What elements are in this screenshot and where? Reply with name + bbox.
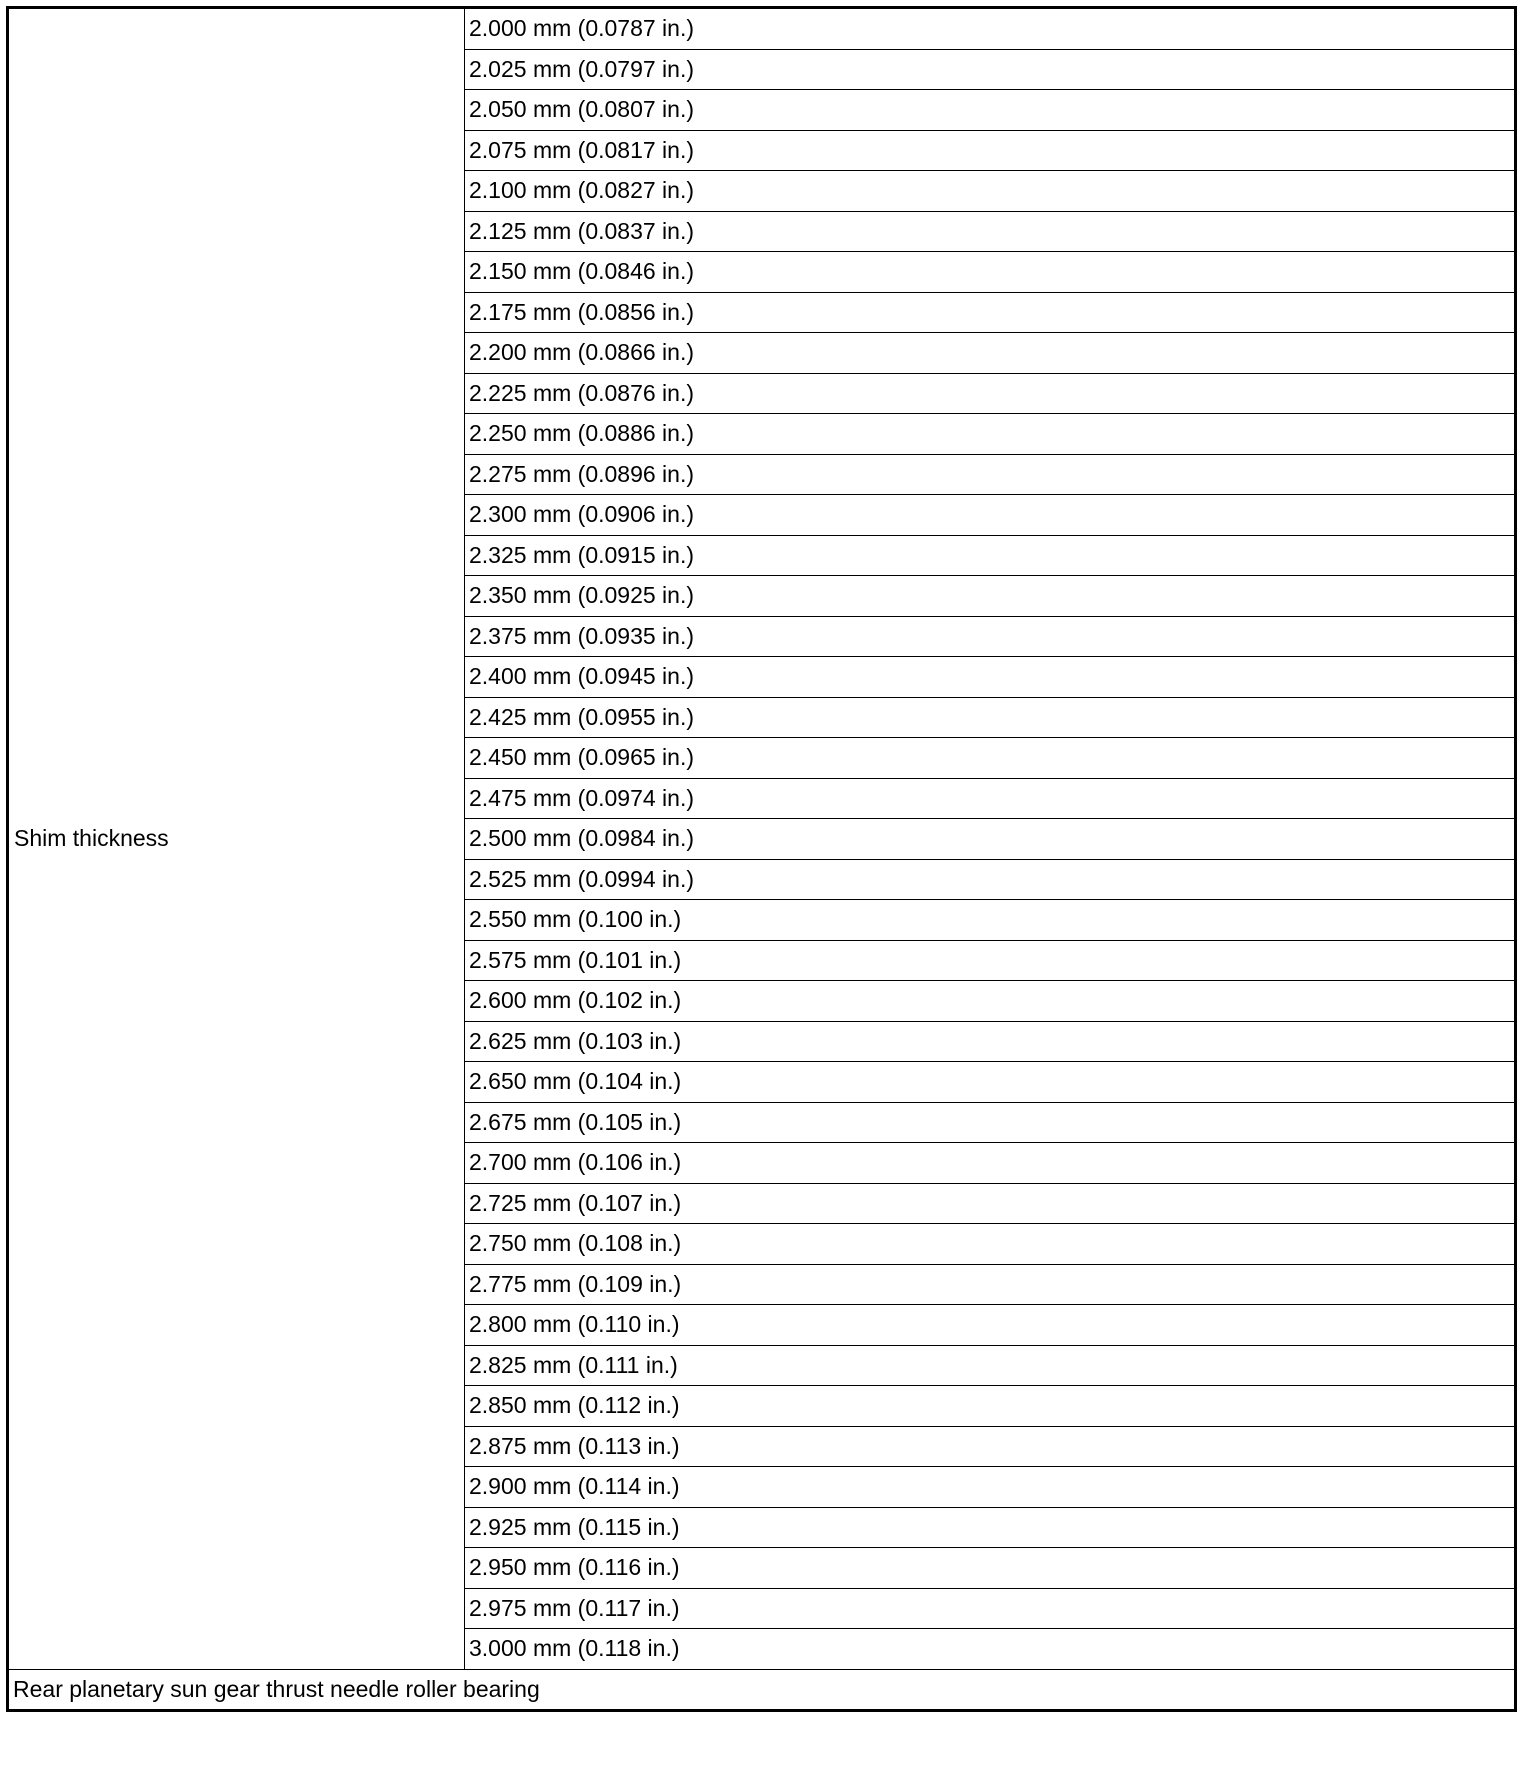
value-cell: 2.175 mm (0.0856 in.) xyxy=(465,292,1516,333)
value-cell: 2.925 mm (0.115 in.) xyxy=(465,1507,1516,1548)
shim-thickness-table xyxy=(6,6,1517,1712)
value-cell: 2.550 mm (0.100 in.) xyxy=(465,900,1516,941)
value-cell: 2.700 mm (0.106 in.) xyxy=(465,1143,1516,1184)
shim-thickness-label: Shim thickness xyxy=(8,8,465,1670)
value-cell: 2.075 mm (0.0817 in.) xyxy=(465,130,1516,171)
value-cell: 2.850 mm (0.112 in.) xyxy=(465,1386,1516,1427)
value-cell: 2.425 mm (0.0955 in.) xyxy=(465,697,1516,738)
table-row xyxy=(8,8,1516,50)
value-cell: 2.325 mm (0.0915 in.) xyxy=(465,535,1516,576)
value-cell: 2.400 mm (0.0945 in.) xyxy=(465,657,1516,698)
value-cell: 2.650 mm (0.104 in.) xyxy=(465,1062,1516,1103)
value-cell: 2.750 mm (0.108 in.) xyxy=(465,1224,1516,1265)
value-cell: 2.900 mm (0.114 in.) xyxy=(465,1467,1516,1508)
value-cell: 2.875 mm (0.113 in.) xyxy=(465,1426,1516,1467)
value-cell: 2.825 mm (0.111 in.) xyxy=(465,1345,1516,1386)
table-body xyxy=(8,8,1516,1711)
value-cell: 2.975 mm (0.117 in.) xyxy=(465,1588,1516,1629)
value-cell: 2.050 mm (0.0807 in.) xyxy=(465,90,1516,131)
value-cell: 2.625 mm (0.103 in.) xyxy=(465,1021,1516,1062)
value-cell: 2.950 mm (0.116 in.) xyxy=(465,1548,1516,1589)
value-cell: 2.300 mm (0.0906 in.) xyxy=(465,495,1516,536)
value-cell: 2.275 mm (0.0896 in.) xyxy=(465,454,1516,495)
value-cell: 2.100 mm (0.0827 in.) xyxy=(465,171,1516,212)
value-cell: 2.600 mm (0.102 in.) xyxy=(465,981,1516,1022)
value-cell: 2.475 mm (0.0974 in.) xyxy=(465,778,1516,819)
value-cell: 2.000 mm (0.0787 in.) xyxy=(465,8,1516,50)
value-cell: 2.375 mm (0.0935 in.) xyxy=(465,616,1516,657)
value-cell: 2.225 mm (0.0876 in.) xyxy=(465,373,1516,414)
bearing-footer-label: Rear planetary sun gear thrust needle roller bearing xyxy=(8,1669,1516,1710)
table-row xyxy=(8,1669,1516,1710)
value-cell: 2.125 mm (0.0837 in.) xyxy=(465,211,1516,252)
value-cell: 2.675 mm (0.105 in.) xyxy=(465,1102,1516,1143)
value-cell: 2.725 mm (0.107 in.) xyxy=(465,1183,1516,1224)
value-cell: 3.000 mm (0.118 in.) xyxy=(465,1629,1516,1670)
value-cell: 2.350 mm (0.0925 in.) xyxy=(465,576,1516,617)
value-cell: 2.250 mm (0.0886 in.) xyxy=(465,414,1516,455)
value-cell: 2.775 mm (0.109 in.) xyxy=(465,1264,1516,1305)
value-cell: 2.150 mm (0.0846 in.) xyxy=(465,252,1516,293)
value-cell: 2.450 mm (0.0965 in.) xyxy=(465,738,1516,779)
value-cell: 2.800 mm (0.110 in.) xyxy=(465,1305,1516,1346)
value-cell: 2.525 mm (0.0994 in.) xyxy=(465,859,1516,900)
value-cell: 2.200 mm (0.0866 in.) xyxy=(465,333,1516,374)
value-cell: 2.500 mm (0.0984 in.) xyxy=(465,819,1516,860)
value-cell: 2.025 mm (0.0797 in.) xyxy=(465,49,1516,90)
value-cell: 2.575 mm (0.101 in.) xyxy=(465,940,1516,981)
